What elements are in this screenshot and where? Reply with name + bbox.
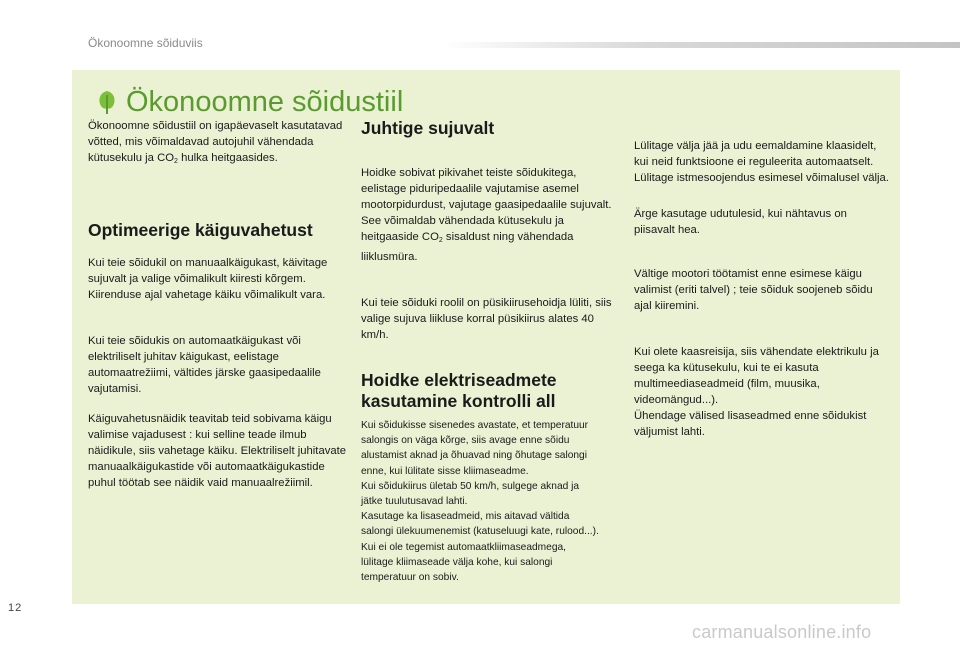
column-1: [88, 118, 348, 491]
text-line: Kui sõidukisse sisenedes avastate, et temperatuur: [361, 420, 589, 431]
column-2: [361, 118, 621, 585]
text-line: temperatuur on sobiv.: [361, 572, 459, 584]
smooth-driving-text-end: sisaldust ning vähendada liiklusmüra.: [361, 231, 574, 263]
intro-text: Ökonoomne sõidustiil on igapäevaselt kasutatavad võtted, mis võimaldavad autojuhil vähendada kütusekulu ja CO: [88, 120, 343, 164]
paragraph-cruise-control: Kui teie sõiduki roolil on püsikiirusehoidja lüliti, siis valige sujuva liikluse korral püsikiirus alates 40 km/h.: [361, 297, 612, 341]
text-line: salongi ülekuumenemist (katuseluugi kate, rulood...).: [361, 526, 599, 538]
heading-line-1: Hoidke elektriseadmete: [361, 370, 557, 390]
header-rule: [440, 42, 960, 48]
paragraph-seat-heating: Lülitage istmesoojendus esimesel võimalusel välja.: [634, 172, 889, 184]
text-line: alustamist aknad ja õhuavad ning õhutage salongi: [361, 450, 587, 462]
title-row: [96, 84, 403, 120]
text-line: lülitage kliimaseade välja kohe, kui salongi: [361, 556, 553, 568]
smooth-driving-subscript: 2: [438, 237, 443, 244]
smooth-driving-text: Hoidke sobivat pikivahet teiste sõidukitega, eelistage piduripedaalile vajutamise asemel mootorpidurdust, vajutage gaasipedaalile sujuvalt. See võimaldab vähendada kütusekulu ja heitgaaside CO: [361, 167, 612, 243]
page-number: 12: [8, 602, 23, 614]
watermark: carmanualsonline.info: [692, 622, 872, 642]
text-line: jätke tuulutusavad lahti.: [361, 496, 468, 508]
paragraph-engine-idle: Vältige mootori töötamist enne esimese käigu valimist (eriti talvel) ; teie sõiduk soojeneb sõidu ajal kiiremini.: [634, 268, 873, 312]
heading-line-2: kasutamine kontrolli all: [361, 391, 556, 411]
column-3: [634, 138, 889, 440]
intro-text-end: hulka heitgaasides.: [177, 152, 278, 164]
text-line: enne, kui lülitate sisse kliimaseadme.: [361, 465, 529, 477]
heading-drive-smoothly: Juhtige sujuvalt: [361, 118, 495, 138]
heading-optimize-gears: Optimeerige käiguvahetust: [88, 220, 313, 240]
paragraph-manual-gearbox: Kui teie sõidukil on manuaalkäigukast, käivitage sujuvalt ja valige võimalikult kiiresti kõrgem. Kiirenduse ajal vahetage käiku võimalikult vara.: [88, 257, 328, 301]
leaf-icon: [96, 89, 118, 115]
paragraph-fog-lights: Ärge kasutage udutulesid, kui nähtavus on piisavalt hea.: [634, 208, 847, 236]
text-line: salongis on väga kõrge, siis avage enne sõidu: [361, 435, 570, 447]
heading-electrical-equipment: [361, 370, 621, 412]
page-title: Ökonoomne sõidustiil: [126, 85, 404, 118]
paragraph-smooth-driving: [361, 165, 621, 265]
paragraph-defrost: Lülitage välja jää ja udu eemaldamine klaasidelt, kui neid funktsioone ei reguleerita automaatselt.: [634, 140, 877, 168]
section-title: Ökonoomne sõiduviis: [88, 36, 203, 50]
intro-subscript: 2: [174, 158, 178, 165]
paragraph-automatic-gearbox: Kui teie sõidukis on automaatkäigukast või elektriliselt juhitav käigukast, eelistage automaatrežiimi, vältides järske gaasipedaalile vajutamisi.: [88, 335, 321, 395]
paragraph-disconnect-accessories: Ühendage välised lisaseadmed enne sõidukist väljumist lahti.: [634, 410, 867, 438]
text-line: Kasutage ka lisaseadmeid, mis aitavad vältida: [361, 511, 570, 523]
text-line: Kui ei ole tegemist automaatkliimaseadmega,: [361, 541, 566, 553]
paragraph-passenger-multimedia: Kui olete kaasreisija, siis vähendate elektrikulu ja seega ka kütusekulu, kui te ei kasuta multimeediaseadmeid (film, muusika, videomängud...).: [634, 346, 879, 406]
paragraph-gear-indicator: Käiguvahetusnäidik teavitab teid sobivama käigu valimise vajadusest : kui selline teade ilmub näidikule, siis vahetage käiku. Elektriliselt juhitavate manuaalkäigukastide või automaatkäigukastide puhul töötab see näidik vaid manuaalrežiimil.: [88, 413, 347, 489]
paragraph-air-conditioning: [361, 418, 621, 585]
intro-paragraph: [88, 118, 348, 170]
text-line: Kui sõidukiirus ületab 50 km/h, sulgege aknad ja: [361, 480, 580, 492]
